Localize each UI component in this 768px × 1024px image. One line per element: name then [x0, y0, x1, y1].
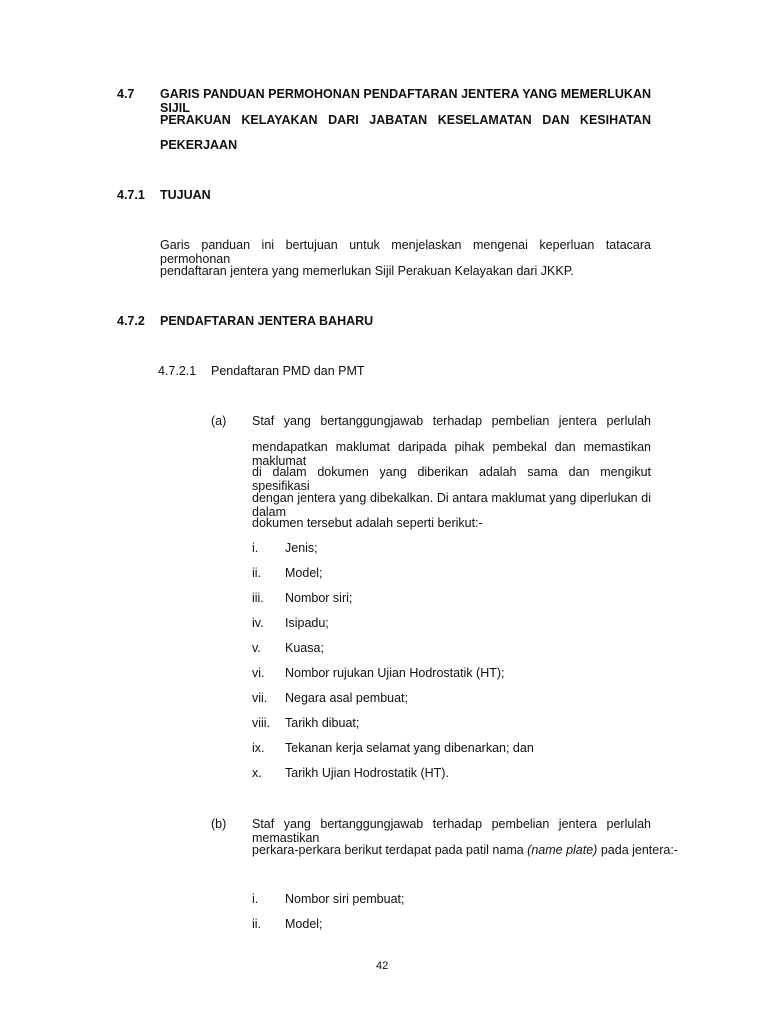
paragraph-line: Staf yang bertanggungjawab terhadap pembelian jentera perlulah	[252, 414, 651, 428]
list-number: vii.	[252, 691, 268, 705]
list-item: Model;	[285, 917, 323, 931]
list-item: Kuasa;	[285, 641, 324, 655]
page-number: 42	[376, 960, 389, 972]
paragraph-line: Staf yang bertanggungjawab terhadap pembelian jentera perlulah memastikan	[252, 817, 651, 845]
list-item: Nombor siri pembuat;	[285, 892, 405, 906]
list-number: v.	[252, 641, 261, 655]
item-label: (b)	[211, 817, 227, 831]
list-item: Negara asal pembuat;	[285, 691, 408, 705]
list-item: Tarikh dibuat;	[285, 716, 360, 730]
list-number: iii.	[252, 591, 264, 605]
paragraph-line: mendapatkan maklumat daripada pihak pembekal dan memastikan maklumat	[252, 440, 651, 468]
list-item: Tekanan kerja selamat yang dibenarkan; dan	[285, 741, 534, 755]
section-number: 4.7	[117, 87, 135, 101]
list-item: Isipadu;	[285, 616, 329, 630]
list-number: x.	[252, 766, 262, 780]
paragraph-line	[252, 843, 678, 857]
list-number: i.	[252, 541, 259, 555]
subsection-title: PENDAFTARAN JENTERA BAHARU	[160, 314, 374, 328]
section-title-line-1: GARIS PANDUAN PERMOHONAN PENDAFTARAN JENTERA YANG MEMERLUKAN SIJIL	[160, 87, 651, 115]
sub-subsection-title: Pendaftaran PMD dan PMT	[211, 364, 365, 378]
paragraph-line: Garis panduan ini bertujuan untuk menjelaskan mengenai keperluan tatacara permohonan	[160, 238, 651, 266]
sub-subsection-number: 4.7.2.1	[158, 364, 197, 378]
list-number: viii.	[252, 716, 271, 730]
subsection-title: TUJUAN	[160, 188, 211, 202]
list-number: ix.	[252, 741, 265, 755]
list-number: vi.	[252, 666, 265, 680]
list-item: Jenis;	[285, 541, 318, 555]
paragraph-line: di dalam dokumen yang diberikan adalah sama dan mengikut spesifikasi	[252, 465, 651, 493]
list-item: Model;	[285, 566, 323, 580]
list-item: Nombor siri;	[285, 591, 353, 605]
subsection-number: 4.7.1	[117, 188, 145, 202]
paragraph-line: dengan jentera yang dibekalkan. Di antara maklumat yang diperlukan di dalam	[252, 491, 651, 519]
paragraph-line: pendaftaran jentera yang memerlukan Sijil Perakuan Kelayakan dari JKKP.	[160, 264, 574, 278]
subsection-number: 4.7.2	[117, 314, 145, 328]
section-title-line-3: PEKERJAAN	[160, 138, 238, 152]
text-segment: perkara-perkara berikut terdapat pada patil nama	[252, 843, 528, 857]
list-number: ii.	[252, 566, 262, 580]
list-number: iv.	[252, 616, 264, 630]
item-label: (a)	[211, 414, 227, 428]
paragraph-line: dokumen tersebut adalah seperti berikut:-	[252, 516, 483, 530]
list-number: ii.	[252, 917, 262, 931]
list-item: Nombor rujukan Ujian Hodrostatik (HT);	[285, 666, 505, 680]
list-number: i.	[252, 892, 259, 906]
text-segment-italic: (name plate)	[527, 843, 598, 857]
section-title-line-2: PERAKUAN KELAYAKAN DARI JABATAN KESELAMATAN DAN KESIHATAN	[160, 113, 651, 127]
text-segment: pada jentera:-	[597, 843, 678, 857]
list-item: Tarikh Ujian Hodrostatik (HT).	[285, 766, 449, 780]
